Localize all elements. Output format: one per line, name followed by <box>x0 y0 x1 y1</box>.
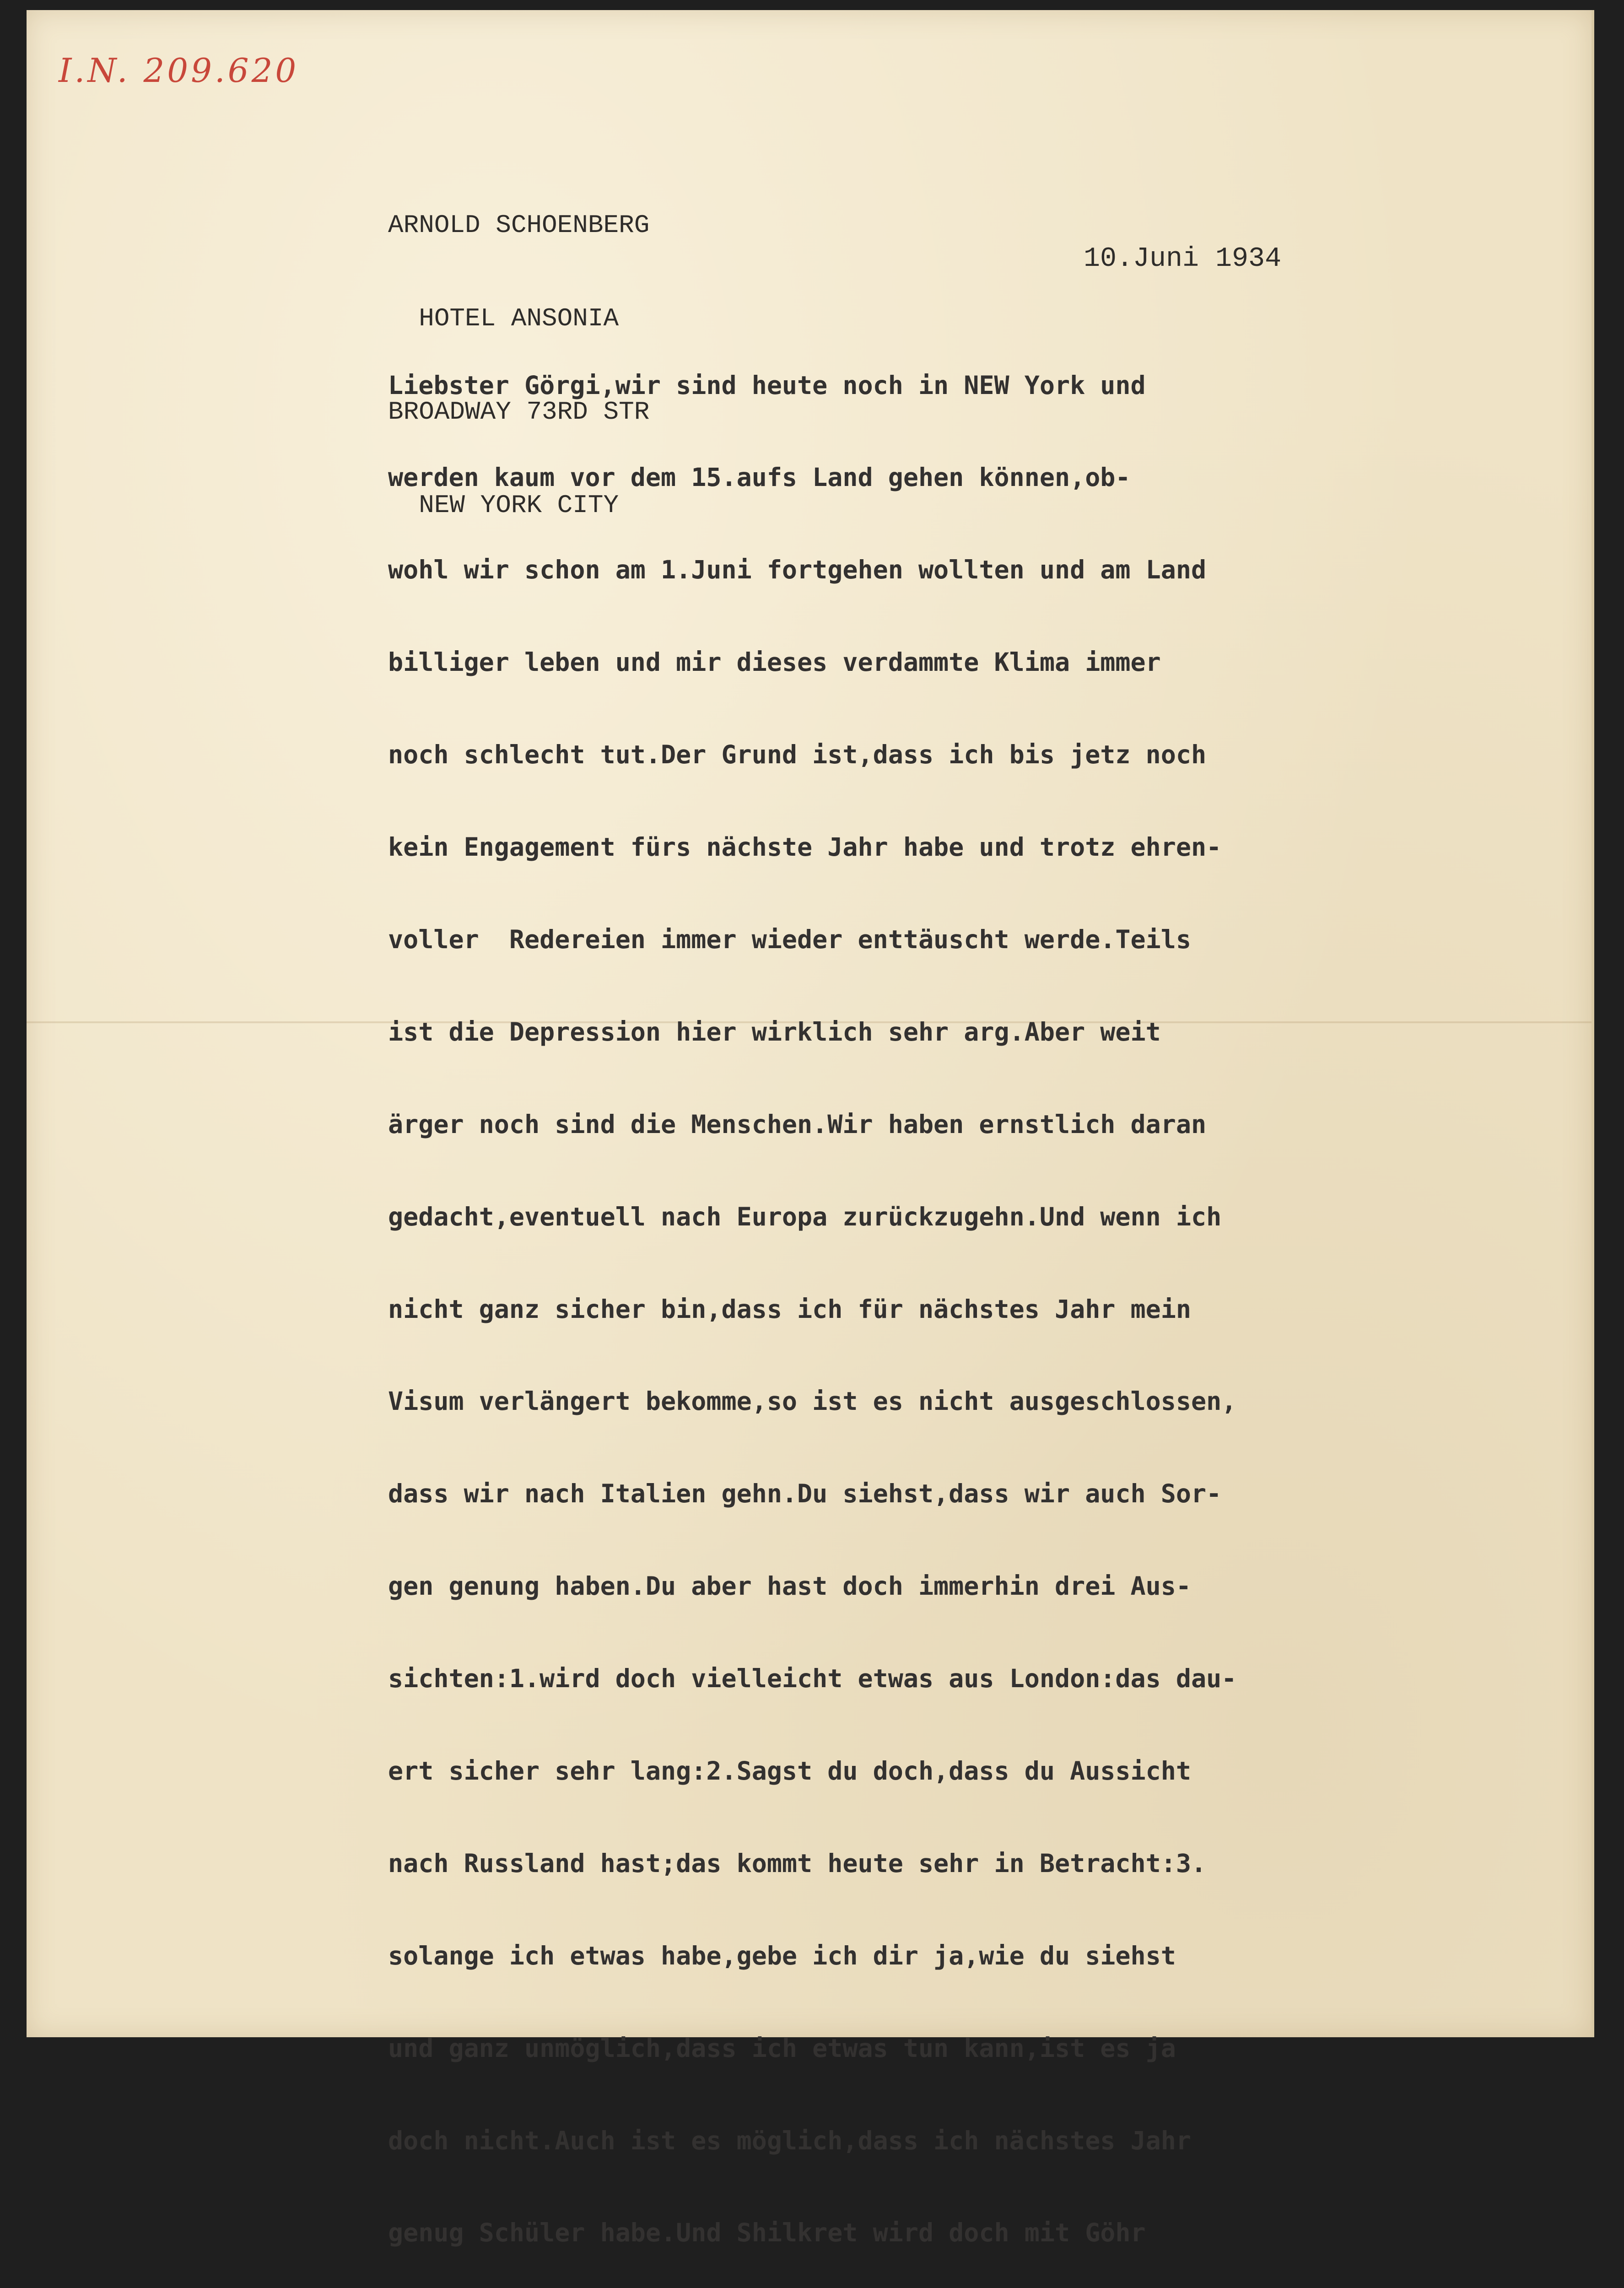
body-line: billiger leben und mir dieses verdammte Klima immer <box>388 648 1161 677</box>
body-line: ert sicher sehr lang:2.Sagst du doch,dass du Aussicht <box>388 1756 1191 1786</box>
body-line: und ganz unmöglich,dass ich etwas tun kann,ist es ja <box>388 2033 1176 2063</box>
letterhead-name: ARNOLD SCHOENBERG <box>388 210 650 240</box>
body-line: genug Schüler habe.Und Shilkret wird doch mit Göhr <box>388 2218 1146 2248</box>
body-line: sichten:1.wird doch vielleicht etwas aus London:das dau- <box>388 1664 1237 1694</box>
body-line: werden kaum vor dem 15.aufs Land gehen können,ob- <box>388 463 1131 492</box>
letter-page <box>27 10 1594 2248</box>
body-line: gedacht,eventuell nach Europa zurückzugehn.Und wenn ich <box>388 1202 1222 1231</box>
letter-body <box>388 308 1236 2288</box>
archive-number: I.N. 209.620 <box>59 51 299 90</box>
letterhead-hotel: HOTEL ANSONIA <box>388 304 619 333</box>
body-line: Liebster Görgi,wir sind heute noch in NEW York und <box>388 370 1146 400</box>
body-line: wohl wir schon am 1.Juni fortgehen wollten und am Land <box>388 555 1207 585</box>
letter-date: 10.Juni 1934 <box>1084 243 1282 275</box>
body-line: noch schlecht tut.Der Grund ist,dass ich bis jetz noch <box>388 740 1207 770</box>
body-line: nach Russland hast;das kommt heute sehr in Betracht:3. <box>388 1848 1207 1878</box>
body-line: ist die Depression hier wirklich sehr arg.Aber weit <box>388 1017 1161 1047</box>
body-line: Visum verlängert bekomme,so ist es nicht ausgeschlossen, <box>388 1387 1237 1416</box>
body-line: voller Redereien immer wieder enttäuscht werde.Teils <box>388 924 1191 954</box>
body-line: solange ich etwas habe,gebe ich dir ja,wie du siehst <box>388 1941 1176 1970</box>
body-line: kein Engagement fürs nächste Jahr habe und trotz ehren- <box>388 832 1222 862</box>
body-line: gen genung haben.Du aber hast doch immerhin drei Aus- <box>388 1571 1191 1601</box>
letterhead-street: BROADWAY 73RD STR <box>388 397 650 426</box>
body-line: dass wir nach Italien gehn.Du siehst,dass wir auch Sor- <box>388 1479 1222 1509</box>
body-line: nicht ganz sicher bin,dass ich für nächstes Jahr mein <box>388 1294 1191 1324</box>
body-line: doch nicht.Auch ist es möglich,dass ich nächstes Jahr <box>388 2126 1191 2155</box>
body-line: ärger noch sind die Menschen.Wir haben ernstlich daran <box>388 1109 1207 1139</box>
letterhead-city: NEW YORK CITY <box>388 491 619 520</box>
